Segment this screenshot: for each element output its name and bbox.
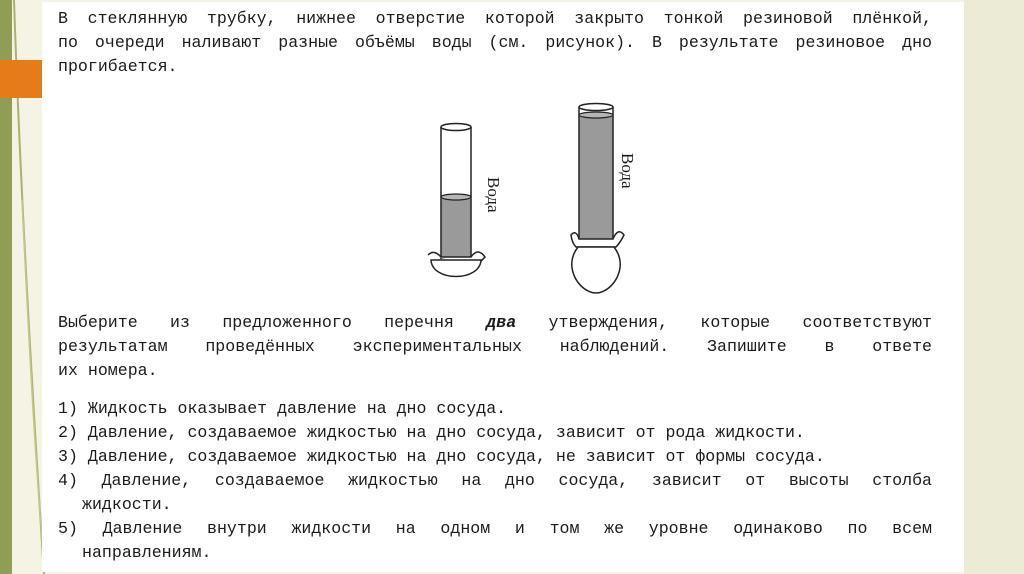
left-tube	[428, 124, 503, 277]
option-1-number: 1)	[58, 399, 78, 418]
right-tube-water	[579, 115, 613, 241]
question-line-1	[58, 311, 932, 335]
left-water-surface	[441, 194, 471, 200]
question-line-3: их номера.	[58, 361, 158, 380]
left-tube-rim	[441, 124, 471, 131]
option-2-text: Давление, создаваемое жидкостью на дно сосуда, зависит от рода жидкости.	[87, 423, 805, 442]
option-1-text: Жидкость оказывает давление на дно сосуда.	[87, 399, 507, 418]
left-tube-water	[441, 197, 471, 259]
option-3	[58, 445, 932, 469]
option-1	[58, 397, 932, 421]
question-line-1-before: Выберите из предложенного перечня	[58, 313, 454, 332]
right-tube-rim	[579, 104, 613, 111]
intro-line-3: прогибается.	[58, 57, 178, 76]
intro-line-1: В стеклянную трубку, нижнее отверстие которой закрыто тонкой резиновой плёнкой,	[58, 9, 932, 28]
intro-line-2: по очереди наливают разные объёмы воды (см. рисунок). В результате резиновое дно	[58, 33, 932, 52]
option-2	[58, 421, 932, 445]
tubes-figure	[412, 97, 652, 297]
option-4-text: Давление, создаваемое жидкостью на дно сосуда, зависит от высоты столба	[101, 471, 932, 490]
option-5-number: 5)	[58, 519, 78, 538]
left-tube-label: Вода	[484, 177, 503, 213]
option-3-text: Давление, создаваемое жидкостью на дно сосуда, не зависит от формы сосуда.	[87, 447, 825, 466]
option-4-continuation: жидкости.	[82, 495, 172, 514]
option-5-text: Давление внутри жидкости на одном и том же уровне одинаково по всем	[102, 519, 932, 538]
right-tube-label: Вода	[618, 153, 637, 189]
option-3-number: 3)	[58, 447, 78, 466]
question-line-1-after: утверждения, которые соответствуют	[548, 313, 932, 332]
option-2-number: 2)	[58, 423, 78, 442]
option-4-number: 4)	[58, 471, 78, 490]
right-water-surface	[579, 112, 613, 118]
option-5	[58, 517, 932, 541]
accent-orange-block	[0, 60, 42, 98]
right-bulge	[572, 247, 620, 293]
question-line-2: результатам проведённых экспериментальных наблюдений. Запишите в ответе	[58, 337, 932, 356]
option-5-continuation: направлениям.	[82, 543, 212, 562]
slide-content-card	[42, 2, 964, 572]
right-tube	[571, 104, 637, 294]
question-emphasis-word: два	[486, 313, 517, 332]
right-decor-panel	[964, 0, 1024, 574]
option-4	[58, 469, 932, 493]
left-bulge	[431, 260, 481, 277]
